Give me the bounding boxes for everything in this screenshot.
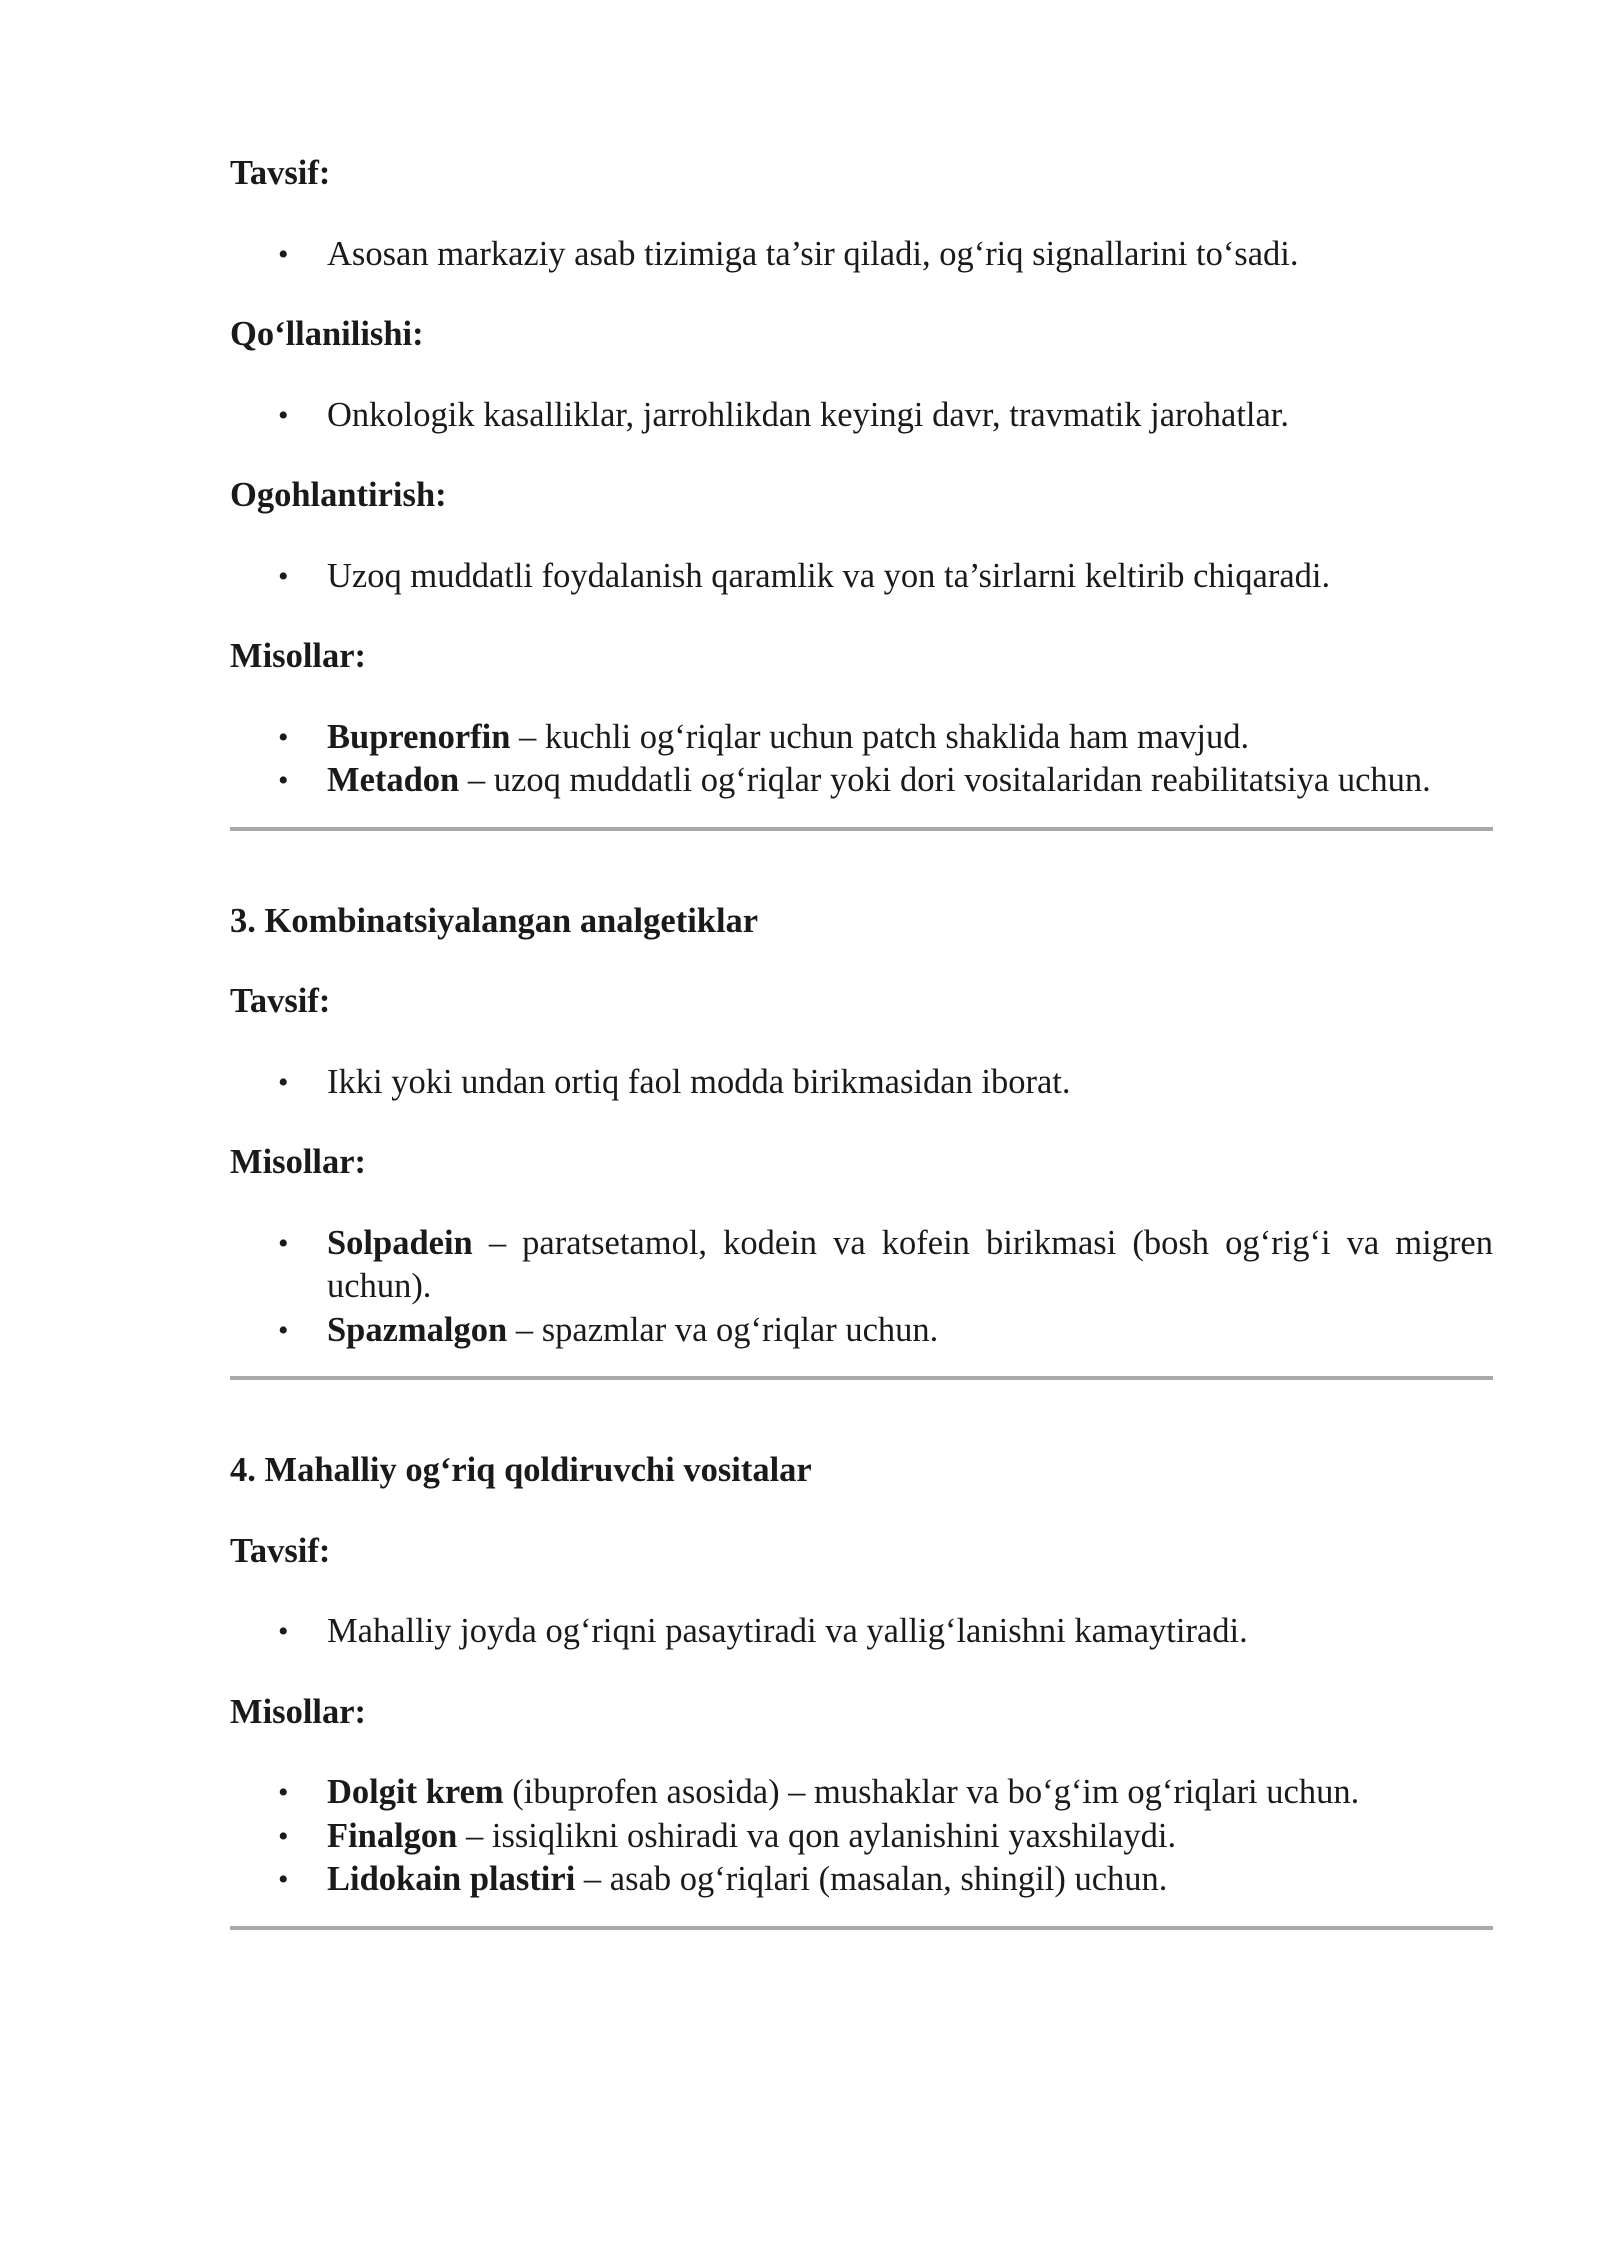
list-item: • Dolgit krem (ibuprofen asosida) – mushaklar va bo‘g‘im og‘riqlari uchun.	[230, 1771, 1493, 1815]
bullet-icon: •	[278, 1226, 289, 1260]
list-item: • Solpadein – paratsetamol, kodein va kofein birikmasi (bosh og‘rig‘i va migren uchun).	[278, 1223, 1493, 1305]
heading-tavsif: Tavsif:	[230, 1531, 331, 1570]
bullet-icon: •	[278, 1615, 289, 1648]
heading-misollar: Misollar:	[230, 1692, 367, 1731]
heading-tavsif: Tavsif:	[230, 154, 331, 192]
section-title: 3. Kombinatsiyalangan analgetiklar	[230, 901, 759, 940]
list-item: • Ikki yoki undan ortiq faol modda birikmasidan iborat.	[230, 1061, 1493, 1105]
list-item: • Uzoq muddatli foydalanish qaramlik va yon ta’sirlarni keltirib chiqaradi.	[230, 555, 1493, 599]
list-qollanilishi	[230, 394, 1493, 438]
bullet-icon: •	[278, 1313, 289, 1347]
heading-tavsif: Tavsif:	[230, 982, 331, 1020]
list-misollar	[230, 716, 1493, 803]
heading-misollar: Misollar:	[230, 1143, 367, 1181]
list-item: • Onkologik kasalliklar, jarrohlikdan keyingi davr, travmatik jarohatlar.	[230, 394, 1493, 438]
bullet-icon: •	[278, 1819, 289, 1853]
list-misollar	[230, 1771, 1493, 1902]
list-item: • Metadon – uzoq muddatli og‘riqlar yoki dori vositalaridan reabilitatsiya uchun.	[230, 759, 1493, 803]
list-misollar	[230, 1222, 1493, 1353]
bullet-icon: •	[278, 398, 289, 432]
document-page	[230, 0, 1493, 1930]
bullet-icon: •	[278, 237, 289, 271]
list-item: • Finalgon – issiqlikni oshiradi va qon aylanishini yaxshilaydi.	[230, 1815, 1493, 1859]
bullet-icon: •	[278, 764, 289, 797]
list-item: • Asosan markaziy asab tizimiga ta’sir qiladi, og‘riq signallarini to‘sadi.	[230, 233, 1493, 277]
list-tavsif	[230, 1061, 1493, 1105]
bullet-icon: •	[278, 1776, 289, 1809]
list-item: • Spazmalgon – spazmlar va og‘riqlar uchun.	[230, 1309, 1493, 1353]
list-ogohlantirish	[230, 555, 1493, 599]
list-item: • Lidokain plastiri – asab og‘riqlari (masalan, shingil) uchun.	[230, 1858, 1493, 1902]
horizontal-rule	[230, 1926, 1493, 1930]
bullet-icon: •	[278, 720, 289, 754]
list-item: • Mahalliy joyda og‘riqni pasaytiradi va yallig‘lanishni kamaytiradi.	[230, 1610, 1493, 1654]
heading-ogohlantirish: Ogohlantirish:	[230, 476, 447, 514]
section-title: 4. Mahalliy og‘riq qoldiruvchi vositalar	[230, 1451, 812, 1489]
heading-qollanilishi: Qo‘llanilishi:	[230, 315, 424, 353]
list-tavsif	[230, 233, 1493, 277]
heading-misollar: Misollar:	[230, 637, 367, 675]
list-tavsif	[230, 1610, 1493, 1654]
bullet-icon: •	[278, 1863, 289, 1896]
bullet-icon: •	[278, 1065, 289, 1099]
list-item: • Buprenorfin – kuchli og‘riqlar uchun patch shaklida ham mavjud.	[230, 716, 1493, 760]
bullet-icon: •	[278, 559, 289, 593]
